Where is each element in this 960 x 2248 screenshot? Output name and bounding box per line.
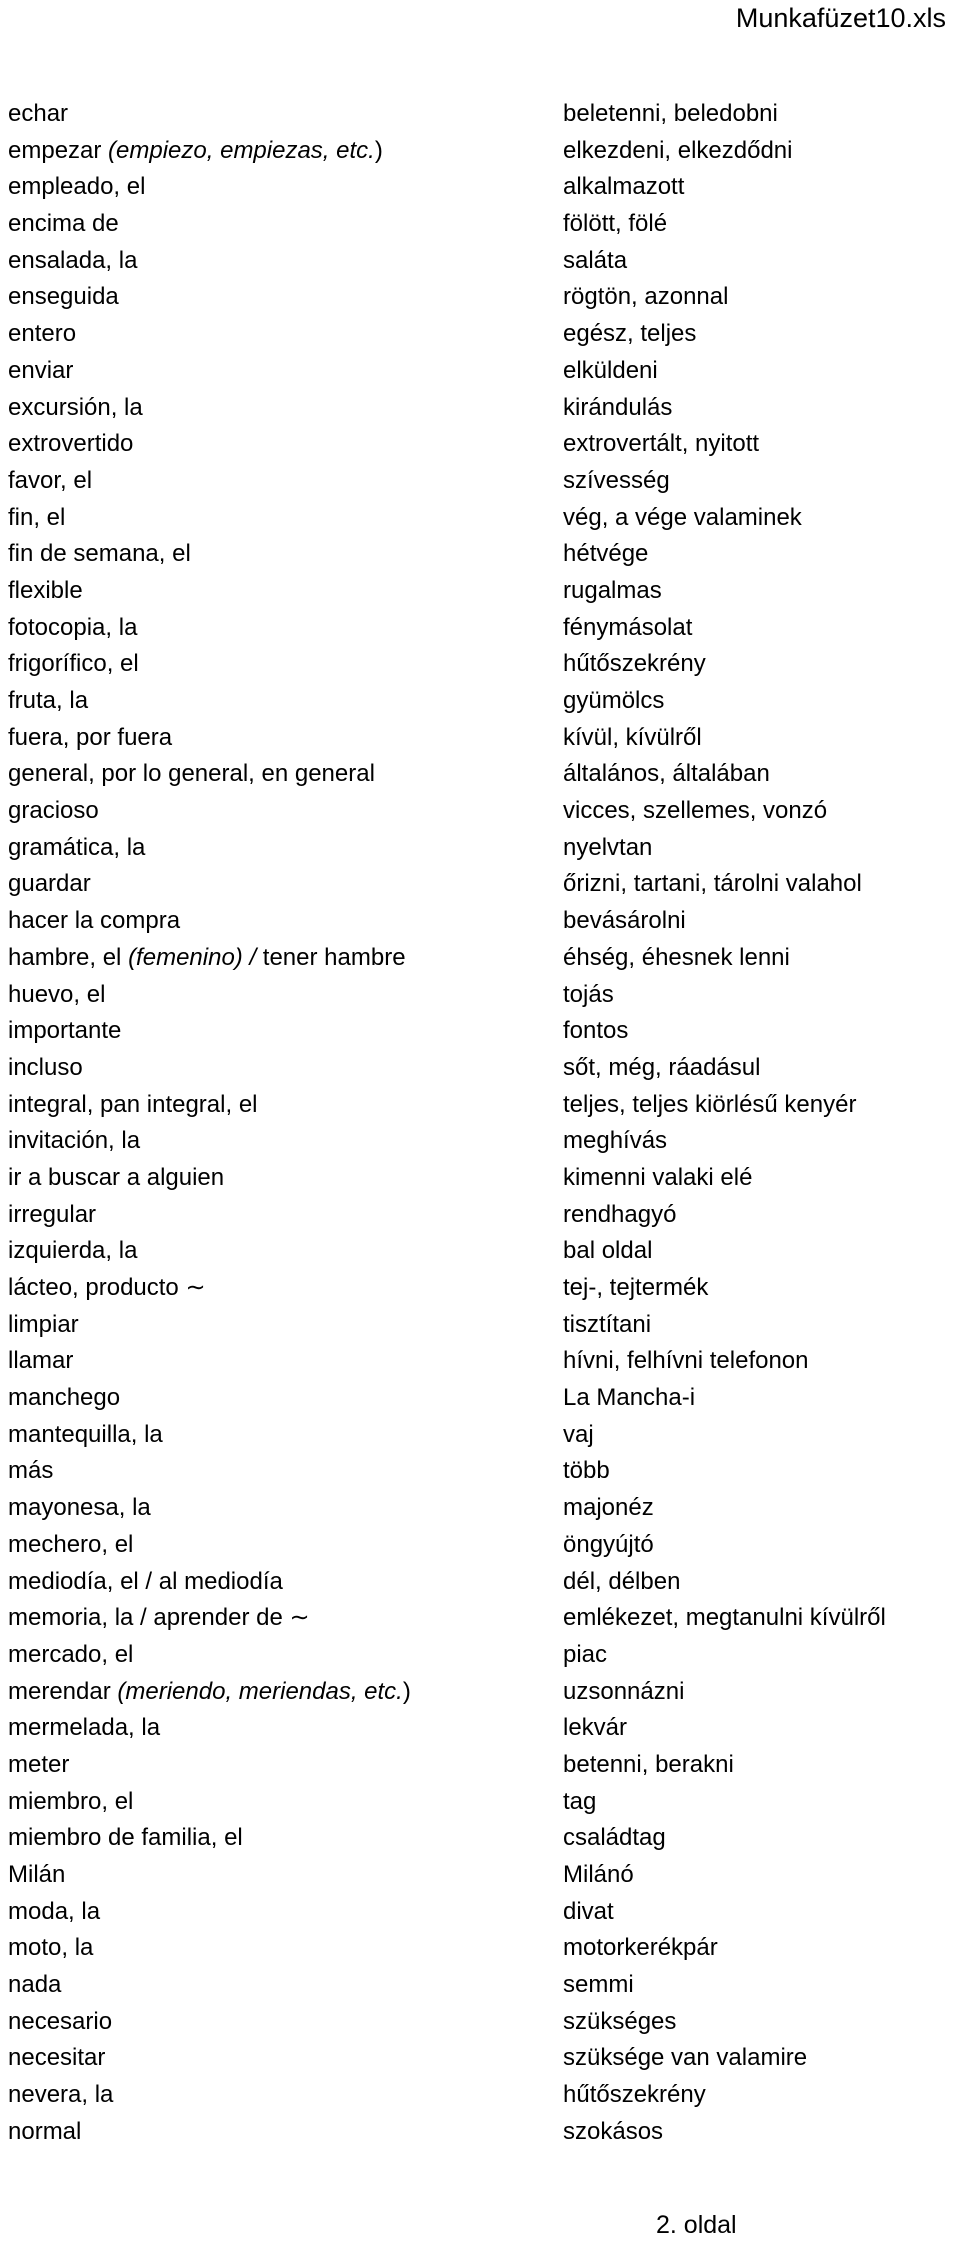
vocabulary-row — [0, 1637, 960, 1674]
hungarian-translation: meghívás — [563, 1127, 668, 1155]
hungarian-translation: lekvár — [563, 1714, 628, 1742]
vocabulary-row — [0, 1710, 960, 1747]
hungarian-translation: tej-, tejtermék — [563, 1274, 709, 1301]
spanish-term — [8, 536, 191, 573]
hungarian-translation: Milánó — [563, 1861, 634, 1888]
vocabulary-row — [0, 1564, 960, 1601]
vocabulary-row — [0, 536, 960, 573]
vocabulary-row — [0, 279, 960, 316]
spanish-term-part: ) — [402, 1677, 411, 1705]
spanish-term-part: Milán — [8, 1861, 66, 1888]
spanish-term — [8, 169, 145, 206]
hungarian-translation: vaj — [563, 1420, 594, 1448]
hungarian-translation: piac — [563, 1640, 608, 1668]
hungarian-translation: La Mancha-i — [563, 1384, 696, 1412]
hungarian-translation: kimenni valaki elé — [563, 1163, 753, 1191]
spanish-term-part: huevo, el — [8, 980, 106, 1008]
spanish-term — [8, 1747, 69, 1784]
document-title: Munkafüzet10.xls — [735, 3, 946, 33]
vocabulary-row — [0, 1453, 960, 1490]
hungarian-translation: hívni, felhívni telefonon — [563, 1347, 809, 1375]
vocabulary-row — [0, 2040, 960, 2077]
spanish-term — [8, 500, 65, 537]
spanish-term — [8, 1050, 83, 1087]
spanish-term-part: merendar — [8, 1677, 118, 1705]
spanish-term-part: ) — [374, 136, 383, 164]
spanish-term — [8, 903, 180, 940]
spanish-term-part: limpiar — [8, 1310, 79, 1338]
spanish-term-part: fin, el — [8, 503, 66, 531]
spanish-term-part: encima de — [8, 210, 119, 238]
vocabulary-row — [0, 756, 960, 793]
hungarian-translation: szükséges — [563, 2007, 677, 2035]
spanish-term-part: lácteo, producto ∼ — [8, 1274, 206, 1301]
vocabulary-row — [0, 1343, 960, 1380]
hungarian-translation: elkezdeni, elkezdődni — [563, 136, 793, 164]
hungarian-translation: általános, általában — [563, 760, 770, 788]
hungarian-translation: öngyújtó — [563, 1530, 654, 1558]
spanish-term-part: favor, el — [8, 466, 93, 494]
spanish-term-part: moto, la — [8, 1934, 94, 1962]
spanish-term-part: izquierda, la — [8, 1237, 138, 1265]
hungarian-translation: dél, délben — [563, 1567, 681, 1595]
hungarian-translation: kívül, kívülről — [563, 723, 702, 751]
vocabulary-row — [0, 1050, 960, 1087]
vocabulary-row — [0, 1380, 960, 1417]
vocabulary-row — [0, 463, 960, 500]
spanish-term — [8, 1637, 133, 1674]
vocabulary-row — [0, 1233, 960, 1270]
hungarian-translation: egész, teljes — [563, 320, 697, 348]
vocabulary-row — [0, 353, 960, 390]
spanish-term-italic-part: (meriendo, meriendas, etc. — [117, 1677, 403, 1705]
spanish-term-part: mercado, el — [8, 1640, 134, 1668]
vocabulary-row — [0, 1087, 960, 1124]
spanish-term-part: meter — [8, 1750, 70, 1778]
spanish-term-part: invitación, la — [8, 1127, 141, 1155]
hungarian-translation: emlékezet, megtanulni kívülről — [563, 1604, 886, 1632]
hungarian-translation: alkalmazott — [563, 173, 685, 201]
vocabulary-row — [0, 793, 960, 830]
spanish-term — [8, 1820, 243, 1857]
spanish-term-part: empezar — [8, 136, 109, 164]
vocabulary-row — [0, 1674, 960, 1711]
spanish-term — [8, 1490, 151, 1527]
vocabulary-row — [0, 2004, 960, 2041]
spanish-term — [8, 1527, 133, 1564]
spanish-term — [8, 1600, 310, 1637]
spanish-term-part: irregular — [8, 1200, 97, 1228]
vocabulary-row — [0, 1490, 960, 1527]
spanish-term — [8, 96, 68, 133]
spanish-term-part: frigorífico, el — [8, 650, 139, 678]
spanish-term — [8, 1307, 79, 1344]
page-number: 2. oldal — [656, 2211, 737, 2239]
hungarian-translation: beletenni, beledobni — [563, 100, 778, 127]
hungarian-translation: fontos — [563, 1017, 629, 1045]
vocabulary-list — [0, 96, 960, 2151]
vocabulary-row — [0, 1600, 960, 1637]
hungarian-translation: majonéz — [563, 1494, 654, 1522]
vocabulary-row — [0, 390, 960, 427]
spanish-term-part: mayonesa, la — [8, 1494, 151, 1522]
spanish-term-part: integral, pan integral, el — [8, 1090, 258, 1118]
vocabulary-row — [0, 1820, 960, 1857]
hungarian-translation: nyelvtan — [563, 833, 653, 861]
spanish-term-part: manchego — [8, 1384, 121, 1412]
spanish-term — [8, 206, 119, 243]
spanish-term — [8, 793, 99, 830]
spanish-term-part: ensalada, la — [8, 246, 138, 274]
spanish-term — [8, 463, 92, 500]
vocabulary-row — [0, 1160, 960, 1197]
spanish-term — [8, 1674, 411, 1711]
vocabulary-row — [0, 500, 960, 537]
vocabulary-row — [0, 133, 960, 170]
spanish-term — [8, 1857, 65, 1894]
vocabulary-row — [0, 2077, 960, 2114]
spanish-term — [8, 2077, 113, 2114]
vocabulary-row — [0, 169, 960, 206]
vocabulary-row — [0, 1784, 960, 1821]
vocabulary-row — [0, 1197, 960, 1234]
hungarian-translation: betenni, berakni — [563, 1750, 734, 1778]
spanish-term-part: fotocopia, la — [8, 613, 138, 641]
vocabulary-row — [0, 903, 960, 940]
spanish-term — [8, 2004, 112, 2041]
hungarian-translation: motorkerékpár — [563, 1934, 718, 1962]
spanish-term — [8, 1784, 133, 1821]
spanish-term-part: llamar — [8, 1347, 74, 1375]
vocabulary-row — [0, 940, 960, 977]
spanish-term — [8, 1270, 206, 1307]
vocabulary-row — [0, 1857, 960, 1894]
spanish-term-part: fin de semana, el — [8, 540, 191, 568]
spanish-term — [8, 1930, 93, 1967]
vocabulary-row — [0, 830, 960, 867]
hungarian-translation: bevásárolni — [563, 907, 686, 935]
hungarian-translation: semmi — [563, 1971, 634, 1999]
vocabulary-row — [0, 2114, 960, 2151]
spanish-term-part: memoria, la / aprender de ∼ — [8, 1604, 310, 1632]
spanish-term — [8, 830, 145, 867]
spanish-term-part: excursión, la — [8, 393, 143, 421]
hungarian-translation: bal oldal — [563, 1237, 653, 1265]
spanish-term — [8, 1894, 100, 1931]
vocabulary-row — [0, 206, 960, 243]
vocabulary-row — [0, 1123, 960, 1160]
spanish-term — [8, 720, 172, 757]
spanish-term — [8, 1343, 73, 1380]
vocabulary-row — [0, 426, 960, 463]
spanish-term-part: nevera, la — [8, 2081, 114, 2109]
vocabulary-row — [0, 1013, 960, 1050]
vocabulary-row — [0, 977, 960, 1014]
spanish-term-italic-part: (femenino) / — [128, 943, 257, 971]
spanish-term — [8, 1380, 120, 1417]
hungarian-translation: vég, a vége valaminek — [563, 503, 802, 531]
spanish-term — [8, 1197, 96, 1234]
vocabulary-row — [0, 866, 960, 903]
spanish-term — [8, 1160, 224, 1197]
spanish-term-part: mermelada, la — [8, 1714, 161, 1742]
spanish-term — [8, 1013, 121, 1050]
spanish-term-part: miembro, el — [8, 1787, 134, 1815]
hungarian-translation: rögtön, azonnal — [563, 283, 729, 311]
hungarian-translation: sőt, még, ráadásul — [563, 1053, 761, 1081]
vocabulary-row — [0, 646, 960, 683]
hungarian-translation: tojás — [563, 980, 614, 1008]
hungarian-translation: extrovertált, nyitott — [563, 430, 760, 458]
vocabulary-row — [0, 683, 960, 720]
spanish-term-part: entero — [8, 320, 77, 348]
hungarian-translation: szokásos — [563, 2117, 664, 2145]
spanish-term-part: moda, la — [8, 1897, 101, 1925]
hungarian-translation: kirándulás — [563, 393, 673, 421]
spanish-term-part: hacer la compra — [8, 907, 181, 935]
spanish-term — [8, 610, 137, 647]
vocabulary-row — [0, 1894, 960, 1931]
hungarian-translation: hétvége — [563, 540, 649, 568]
spanish-term — [8, 390, 143, 427]
spanish-term — [8, 1453, 53, 1490]
spanish-term — [8, 1564, 283, 1601]
spanish-term — [8, 1123, 140, 1160]
hungarian-translation: saláta — [563, 246, 628, 274]
spanish-term — [8, 133, 383, 170]
hungarian-translation: szüksége van valamire — [563, 2044, 808, 2072]
spanish-term-part: ir a buscar a alguien — [8, 1163, 225, 1191]
hungarian-translation: családtag — [563, 1824, 666, 1852]
spanish-term — [8, 573, 83, 610]
spanish-term-part: más — [8, 1457, 54, 1485]
spanish-term — [8, 279, 119, 316]
hungarian-translation: teljes, teljes kiörlésű kenyér — [563, 1090, 857, 1118]
spanish-term — [8, 866, 91, 903]
vocabulary-row — [0, 610, 960, 647]
spanish-term-italic-part: (empiezo, empiezas, etc. — [108, 136, 375, 164]
vocabulary-row — [0, 1417, 960, 1454]
spanish-term-part: necesitar — [8, 2044, 106, 2072]
hungarian-translation: több — [563, 1457, 610, 1485]
hungarian-translation: rugalmas — [563, 576, 662, 604]
vocabulary-row — [0, 1967, 960, 2004]
spanish-term-part: gracioso — [8, 797, 99, 825]
spanish-term — [8, 1417, 163, 1454]
vocabulary-row — [0, 96, 960, 133]
spanish-term — [8, 1233, 137, 1270]
vocabulary-row — [0, 720, 960, 757]
spanish-term-part: enseguida — [8, 283, 119, 311]
spanish-term — [8, 977, 105, 1014]
vocabulary-row — [0, 316, 960, 353]
spanish-term — [8, 426, 133, 463]
spanish-term-part: extrovertido — [8, 430, 134, 458]
spanish-term-part: miembro de familia, el — [8, 1824, 243, 1852]
hungarian-translation: tag — [563, 1787, 597, 1815]
spanish-term-part: empleado, el — [8, 173, 146, 201]
spanish-term — [8, 1087, 258, 1124]
spanish-term-part: normal — [8, 2117, 82, 2145]
hungarian-translation: fölött, fölé — [563, 210, 668, 238]
spanish-term-part: hambre, el — [8, 943, 129, 971]
hungarian-translation: fénymásolat — [563, 613, 693, 641]
spanish-term-part: mediodía, el / al mediodía — [8, 1567, 283, 1595]
spanish-term — [8, 940, 406, 977]
hungarian-translation: vicces, szellemes, vonzó — [563, 797, 828, 825]
spanish-term-part: importante — [8, 1017, 122, 1045]
vocabulary-row — [0, 573, 960, 610]
spanish-term-part: nada — [8, 1971, 62, 1999]
spanish-term — [8, 243, 137, 280]
spanish-term — [8, 2040, 105, 2077]
spanish-term-part: guardar — [8, 870, 91, 898]
spanish-term — [8, 1710, 160, 1747]
hungarian-translation: hűtőszekrény — [563, 650, 706, 678]
vocabulary-row — [0, 1930, 960, 1967]
spanish-term-part: tener hambre — [256, 943, 406, 971]
spanish-term-part: echar — [8, 100, 69, 127]
hungarian-translation: hűtőszekrény — [563, 2081, 706, 2109]
spanish-term-part: enviar — [8, 356, 74, 384]
spanish-term-part: mechero, el — [8, 1530, 134, 1558]
spanish-term — [8, 2114, 81, 2151]
hungarian-translation: elküldeni — [563, 356, 658, 384]
hungarian-translation: divat — [563, 1897, 614, 1925]
spanish-term — [8, 316, 76, 353]
hungarian-translation: rendhagyó — [563, 1200, 677, 1228]
spanish-term — [8, 1967, 61, 2004]
vocabulary-row — [0, 1747, 960, 1784]
vocabulary-row — [0, 1527, 960, 1564]
hungarian-translation: őrizni, tartani, tárolni valahol — [563, 870, 862, 898]
spanish-term — [8, 756, 375, 793]
hungarian-translation: szívesség — [563, 466, 670, 494]
spanish-term-part: incluso — [8, 1053, 83, 1081]
spanish-term-part: fruta, la — [8, 687, 89, 714]
vocabulary-row — [0, 243, 960, 280]
vocabulary-row — [0, 1270, 960, 1307]
hungarian-translation: tisztítani — [563, 1310, 652, 1338]
spanish-term-part: necesario — [8, 2007, 113, 2035]
spanish-term-part: gramática, la — [8, 833, 146, 861]
hungarian-translation: gyümölcs — [563, 687, 665, 714]
spanish-term-part: mantequilla, la — [8, 1420, 163, 1448]
spanish-term — [8, 683, 88, 720]
spanish-term-part: fuera, por fuera — [8, 723, 173, 751]
hungarian-translation: uzsonnázni — [563, 1677, 685, 1705]
vocabulary-row — [0, 1307, 960, 1344]
hungarian-translation: éhség, éhesnek lenni — [563, 943, 790, 971]
spanish-term — [8, 353, 73, 390]
spanish-term-part: general, por lo general, en general — [8, 760, 375, 788]
spanish-term — [8, 646, 139, 683]
spanish-term-part: flexible — [8, 576, 83, 604]
